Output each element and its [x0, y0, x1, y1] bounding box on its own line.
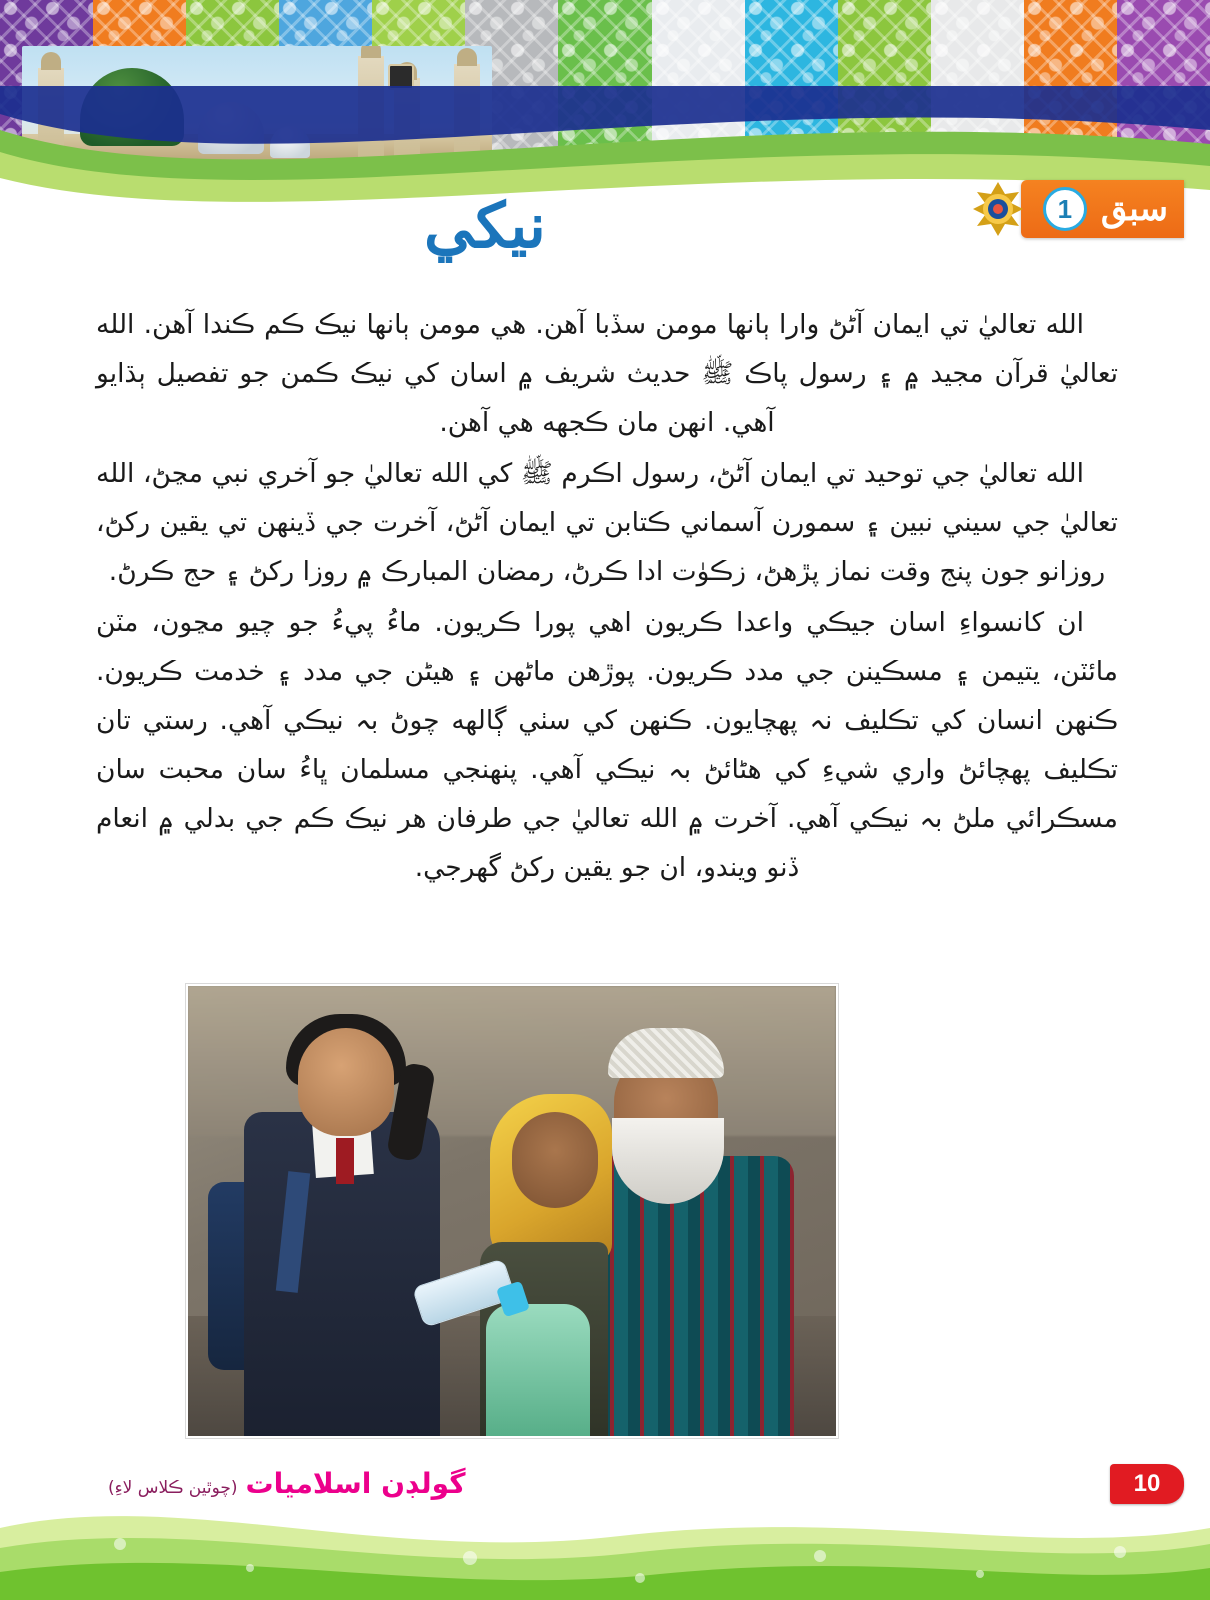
page-title: نيكي — [424, 192, 546, 261]
lesson-body — [96, 300, 1118, 892]
footer-brand-title: گولڊن اسلاميات — [245, 1467, 466, 1500]
page-number: 10 — [1110, 1464, 1184, 1504]
schoolgirl-giving-water-to-elderly-man-photo — [186, 984, 838, 1438]
bottom-decorative-band — [0, 1432, 1210, 1600]
paragraph: الله تعاليٰ تي ايمان آڻڻ وارا ٻانها مومن سڏبا آهن. هي مومن ٻانها نيڪ ڪم ڪندا آهن. الله تعاليٰ قرآن مجيد ۾ ۽ رسول پاڪ ﷺ حديث شريف ۾ اسان کي نيڪ ڪمن جو تفصيل ٻڌايو آهي. انهن مان ڪجهه هي آهن. — [96, 309, 1118, 438]
photo-green-water-bottle — [486, 1304, 590, 1438]
lesson-badge-label: سبق — [1100, 190, 1168, 228]
lesson-number: 1 — [1043, 187, 1087, 231]
photo-girl-face — [298, 1028, 394, 1136]
footer-brand-subtitle: (چوٿين ڪلاس لاءِ) — [108, 1478, 238, 1498]
footer-brand — [108, 1467, 466, 1500]
photo-woman-head — [512, 1112, 598, 1208]
photo-girl-tie — [336, 1138, 354, 1184]
paragraph: ان کانسواءِ اسان جيڪي واعدا ڪريون اهي پورا ڪريون. ماءُ پيءُ جو چيو مڃون، مٽن مائٽن، يتيمن ۽ مسڪينن جي مدد ڪريون. پوڙهن ماڻهن ۽ هيڻن جي مدد ۽ خدمت ڪريون. ڪنهن انسان کي تڪليف نہ پهچايون. ڪنهن کي سٺي ڳالهه چوڻ بہ نيڪي آهي. رستي تان تڪليف پهچائڻ واري شيءِ کي هٹائڻ بہ نيڪي آهي. پنهنجي مسلمان ڀاءُ سان محبت سان مسڪرائي ملڻ بہ نيڪي آهي. آخرت ۾ الله تعاليٰ جي طرفان هر نيڪ ڪم جي بدلي ۾ انعام ڏنو ويندو، ان جو يقين رکڻ گهرجي. — [96, 607, 1118, 883]
paragraph: الله تعاليٰ جي توحيد تي ايمان آڻڻ، رسول اڪرم ﷺ کي الله تعاليٰ جو آخري نبي مڃڻ، الله تعاليٰ جي سيني نبين ۽ سمورن آسماني ڪتابن تي ايمان آڻڻ، آخرت جي ڏينهن تي يقين رکڻ، روزانو جون پنج وقت نماز پڙهڻ، زڪوٰت ادا ڪرڻ، رمضان المبارڪ ۾ روزا رکڻ ۽ حج ڪرڻ. — [96, 458, 1118, 587]
bottom-wave-graphic — [0, 1432, 1210, 1600]
